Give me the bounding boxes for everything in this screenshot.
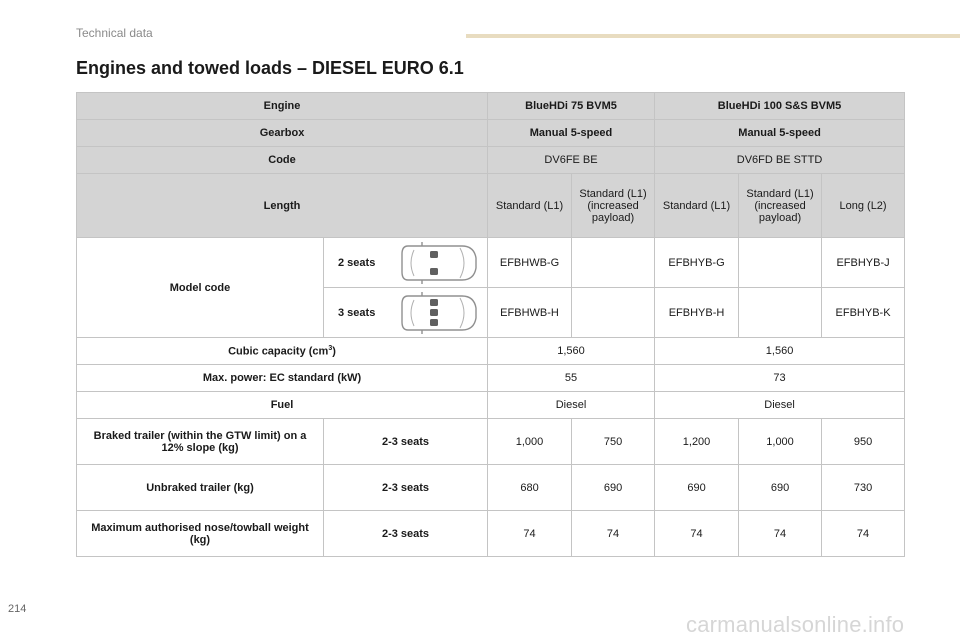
row-label: Maximum authorised nose/towball weight (kg) (77, 511, 324, 557)
watermark: carmanualsonline.info (686, 612, 905, 637)
cell: 680 (488, 465, 572, 511)
cell (572, 238, 655, 288)
cell: 1,000 (739, 419, 822, 465)
label-text: Cubic capacity (cm (228, 345, 329, 358)
cell: 74 (572, 511, 655, 557)
row-label: Unbraked trailer (kg) (77, 465, 324, 511)
row-label: Braked trailer (within the GTW limit) on a 12% slope (kg) (77, 419, 324, 465)
seats-cell: 2-3 seats (324, 419, 488, 465)
cell: 1,560 (655, 338, 905, 365)
table-row-nose-weight (77, 511, 905, 557)
cell: 74 (655, 511, 739, 557)
cell: 74 (488, 511, 572, 557)
cell (739, 288, 822, 338)
cell: Diesel (655, 392, 905, 419)
cell: EFBHYB-G (655, 238, 739, 288)
cell (739, 238, 822, 288)
table-row-model-code-2 (77, 238, 905, 288)
seats-label: 3 seats (338, 306, 376, 319)
cell: EFBHWB-H (488, 288, 572, 338)
cell: EFBHYB-H (655, 288, 739, 338)
row-label: Model code (77, 238, 324, 338)
row-label: Length (77, 174, 488, 238)
cell: 690 (572, 465, 655, 511)
seats-label: 2 seats (338, 256, 376, 269)
table-row-braked (77, 419, 905, 465)
label-close: ) (332, 345, 336, 358)
specs-table (76, 92, 905, 557)
row-label: Fuel (77, 392, 488, 419)
superscript: 3 (328, 344, 333, 352)
cell: 690 (739, 465, 822, 511)
cell: Long (L2) (822, 174, 905, 238)
table-row-gearbox (77, 120, 905, 147)
van-3-seats-icon (398, 292, 480, 334)
section-label: Technical data (76, 26, 153, 40)
cell (572, 288, 655, 338)
cell: 73 (655, 365, 905, 392)
cell: 750 (572, 419, 655, 465)
cell: 950 (822, 419, 905, 465)
van-2-seats-icon (398, 242, 480, 284)
cell: EFBHWB-G (488, 238, 572, 288)
cell: 1,000 (488, 419, 572, 465)
cell: 1,200 (655, 419, 739, 465)
cell: Diesel (488, 392, 655, 419)
cell: Standard (L1) (488, 174, 572, 238)
seats-cell: 2-3 seats (324, 465, 488, 511)
cell: Standard (L1) (increased payload) (739, 174, 822, 238)
cell: EFBHYB-J (822, 238, 905, 288)
table-row-cubic (77, 338, 905, 365)
table-row-code (77, 147, 905, 174)
cell: 690 (655, 465, 739, 511)
cell: 730 (822, 465, 905, 511)
table-row-fuel (77, 392, 905, 419)
cell: DV6FE BE (488, 147, 655, 174)
table-row-engine (77, 93, 905, 120)
row-label: Gearbox (77, 120, 488, 147)
table-row-unbraked (77, 465, 905, 511)
cell: BlueHDi 100 S&S BVM5 (655, 93, 905, 120)
cell: 1,560 (488, 338, 655, 365)
row-label: Engine (77, 93, 488, 120)
row-label: Max. power: EC standard (kW) (77, 365, 488, 392)
table-row-power (77, 365, 905, 392)
row-label: Code (77, 147, 488, 174)
cell: 74 (822, 511, 905, 557)
cell: Manual 5-speed (655, 120, 905, 147)
cell: Standard (L1) (increased payload) (572, 174, 655, 238)
seat-cell (324, 238, 488, 288)
cell: BlueHDi 75 BVM5 (488, 93, 655, 120)
cell: Manual 5-speed (488, 120, 655, 147)
cell: 55 (488, 365, 655, 392)
page-number: 214 (8, 603, 27, 615)
seat-cell (324, 288, 488, 338)
cell: EFBHYB-K (822, 288, 905, 338)
table-row-length (77, 174, 905, 238)
header-accent-bar (466, 34, 960, 38)
row-label (77, 338, 488, 365)
page-title: Engines and towed loads – DIESEL EURO 6.1 (76, 58, 464, 78)
seats-cell: 2-3 seats (324, 511, 488, 557)
cell: DV6FD BE STTD (655, 147, 905, 174)
cell: Standard (L1) (655, 174, 739, 238)
cell: 74 (739, 511, 822, 557)
